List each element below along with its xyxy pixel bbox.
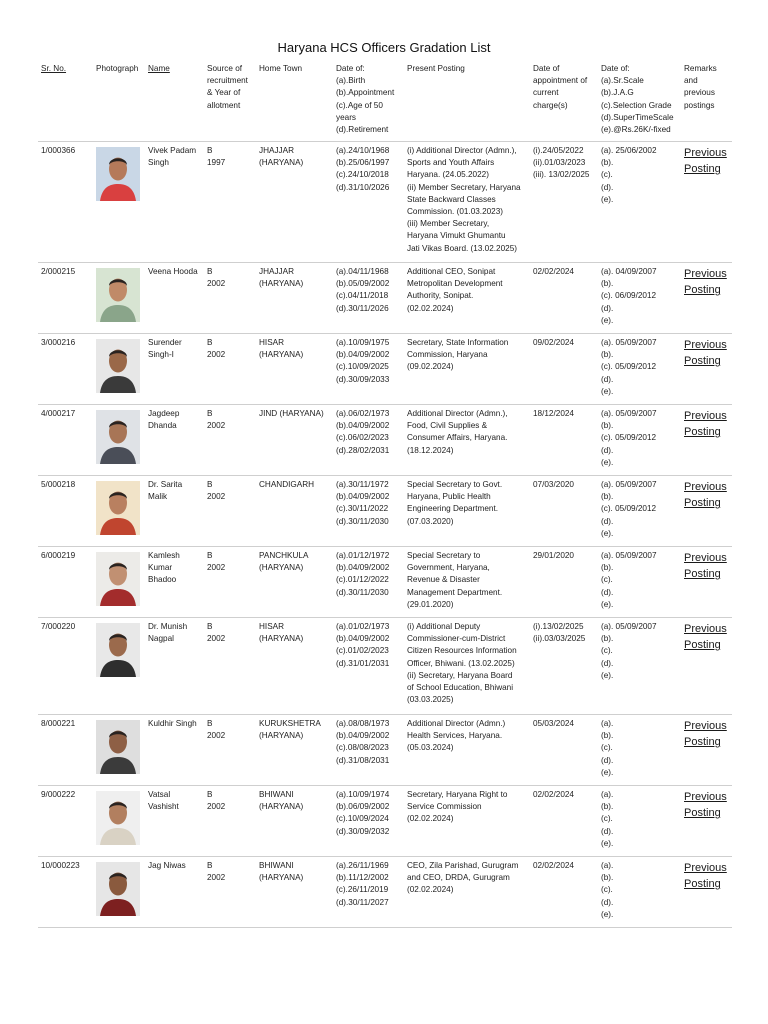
cell-sr-no: 9/000222 [38, 786, 93, 857]
page-title: Haryana HCS Officers Gradation List [277, 40, 491, 55]
cell-remarks [681, 618, 732, 715]
cell-dates: (a).10/09/1975 (b).04/09/2002 (c).10/09/2025 (d).30/09/2033 [333, 334, 404, 405]
cell-source: B 2002 [204, 334, 256, 405]
cell-present-posting: Additional CEO, Sonipat Metropolitan Development Authority, Sonipat. (02.02.2024) [404, 263, 530, 334]
header-present-posting: Present Posting [404, 60, 530, 142]
previous-posting-link[interactable] [684, 860, 729, 892]
officers-table [38, 60, 732, 928]
table-row [38, 786, 732, 857]
cell-home-town: JIND (HARYANA) [256, 405, 333, 476]
cell-scale-dates: (a). 05/09/2007 (b). (c). 05/09/2012 (d). (e). [598, 476, 681, 547]
cell-dates: (a).08/08/1973 (b).04/09/2002 (c).08/08/2023 (d).31/08/2031 [333, 715, 404, 786]
cell-current-charge: 02/02/2024 [530, 263, 598, 334]
cell-dates: (a).24/10/1968 (b).25/06/1997 (c).24/10/2018 (d).31/10/2026 [333, 142, 404, 263]
header-date-current-charge: Date of appointment of current charge(s) [530, 60, 598, 142]
cell-source: B 2002 [204, 618, 256, 715]
link-text-line: Posting [684, 497, 721, 509]
link-text-line: Previous [684, 268, 727, 280]
cell-name: Dr. Sarita Malik [145, 476, 204, 547]
cell-scale-dates: (a). (b). (c). (d). (e). [598, 786, 681, 857]
cell-present-posting: Additional Director (Admn.), Food, Civil Supplies & Consumer Affairs, Haryana. (18.12.2024) [404, 405, 530, 476]
officer-photo [96, 147, 140, 201]
cell-current-charge: 18/12/2024 [530, 405, 598, 476]
cell-photograph [93, 263, 145, 334]
cell-remarks [681, 142, 732, 263]
cell-remarks [681, 786, 732, 857]
cell-present-posting: CEO, Zila Parishad, Gurugram and CEO, DRDA, Gurugram (02.02.2024) [404, 857, 530, 928]
cell-photograph [93, 715, 145, 786]
previous-posting-link[interactable] [684, 789, 729, 821]
cell-scale-dates: (a). 05/09/2007 (b). (c). 05/09/2012 (d). (e). [598, 405, 681, 476]
cell-name: Surender Singh-I [145, 334, 204, 405]
header-home-town: Home Town [256, 60, 333, 142]
link-text-line: Posting [684, 355, 721, 367]
cell-home-town: JHAJJAR (HARYANA) [256, 142, 333, 263]
cell-sr-no: 8/000221 [38, 715, 93, 786]
cell-current-charge: 02/02/2024 [530, 786, 598, 857]
cell-source: B 2002 [204, 263, 256, 334]
link-text-line: Previous [684, 623, 727, 635]
cell-home-town: KURUKSHETRA (HARYANA) [256, 715, 333, 786]
link-text-line: Posting [684, 878, 721, 890]
officers-table-body [38, 142, 732, 928]
previous-posting-link[interactable] [684, 337, 729, 369]
cell-scale-dates: (a). 25/06/2002 (b). (c). (d). (e). [598, 142, 681, 263]
cell-sr-no: 1/000366 [38, 142, 93, 263]
officer-photo [96, 552, 140, 606]
header-row [38, 60, 732, 142]
cell-sr-no: 3/000216 [38, 334, 93, 405]
officer-photo [96, 339, 140, 393]
cell-present-posting: (i) Additional Director (Admn.), Sports and Youth Affairs Haryana. (24.05.2022) (ii) Member Secretary, Haryana State Backward Classes Commission. (01.03.2023) (iii) Member Secretary, Haryana Vimukt Ghumantu Jati Vikas Board. (13.02.2025) [404, 142, 530, 263]
officer-photo [96, 862, 140, 916]
cell-photograph [93, 405, 145, 476]
previous-posting-link[interactable] [684, 550, 729, 582]
cell-name: Vivek Padam Singh [145, 142, 204, 263]
cell-remarks [681, 405, 732, 476]
table-row [38, 618, 732, 715]
header-dates: Date of: (a).Birth (b).Appointment (c).Age of 50 years (d).Retirement [333, 60, 404, 142]
cell-home-town: BHIWANI (HARYANA) [256, 786, 333, 857]
header-name: Name [145, 60, 204, 142]
table-row [38, 547, 732, 618]
cell-remarks [681, 857, 732, 928]
cell-home-town: BHIWANI (HARYANA) [256, 857, 333, 928]
cell-name: Vatsal Vashisht [145, 786, 204, 857]
cell-name: Dr. Munish Nagpal [145, 618, 204, 715]
header-sr-no: Sr. No. [38, 60, 93, 142]
cell-present-posting: Secretary, State Information Commission, Haryana (09.02.2024) [404, 334, 530, 405]
table-row [38, 857, 732, 928]
cell-dates: (a).30/11/1972 (b).04/09/2002 (c).30/11/2022 (d).30/11/2030 [333, 476, 404, 547]
header-photograph: Photograph [93, 60, 145, 142]
cell-scale-dates: (a). 04/09/2007 (b). (c). 06/09/2012 (d). (e). [598, 263, 681, 334]
cell-home-town: CHANDIGARH [256, 476, 333, 547]
cell-remarks [681, 476, 732, 547]
table-row [38, 715, 732, 786]
cell-current-charge: 05/03/2024 [530, 715, 598, 786]
officer-photo [96, 720, 140, 774]
cell-sr-no: 10/000223 [38, 857, 93, 928]
table-row [38, 334, 732, 405]
link-text-line: Posting [684, 568, 721, 580]
previous-posting-link[interactable] [684, 718, 729, 750]
previous-posting-link[interactable] [684, 621, 729, 653]
cell-sr-no: 6/000219 [38, 547, 93, 618]
cell-current-charge: 29/01/2020 [530, 547, 598, 618]
cell-current-charge: 02/02/2024 [530, 857, 598, 928]
link-text-line: Posting [684, 163, 721, 175]
previous-posting-link[interactable] [684, 266, 729, 298]
cell-name: Jagdeep Dhanda [145, 405, 204, 476]
link-text-line: Posting [684, 639, 721, 651]
cell-name: Veena Hooda [145, 263, 204, 334]
link-text-line: Posting [684, 284, 721, 296]
previous-posting-link[interactable] [684, 479, 729, 511]
cell-dates: (a).06/02/1973 (b).04/09/2002 (c).06/02/2023 (d).28/02/2031 [333, 405, 404, 476]
cell-source: B 2002 [204, 405, 256, 476]
link-text-line: Previous [684, 410, 727, 422]
officer-photo [96, 623, 140, 677]
link-text-line: Posting [684, 736, 721, 748]
cell-present-posting: Additional Director (Admn.) Health Services, Haryana. (05.03.2024) [404, 715, 530, 786]
cell-source: B 1997 [204, 142, 256, 263]
cell-present-posting: Secretary, Haryana Right to Service Commission (02.02.2024) [404, 786, 530, 857]
cell-current-charge: (i).13/02/2025 (ii).03/03/2025 [530, 618, 598, 715]
cell-present-posting: (i) Additional Deputy Commissioner-cum-District Citizen Resources Information Officer, Bhiwani. (13.02.2025) (ii) Secretary, Haryana Board of School Education, Bhiwani (03.03.2025) [404, 618, 530, 715]
link-text-line: Previous [684, 339, 727, 351]
cell-dates: (a).10/09/1974 (b).06/09/2002 (c).10/09/2024 (d).30/09/2032 [333, 786, 404, 857]
cell-sr-no: 5/000218 [38, 476, 93, 547]
cell-remarks [681, 547, 732, 618]
cell-name: Jag Niwas [145, 857, 204, 928]
cell-present-posting: Special Secretary to Government, Haryana, Revenue & Disaster Management Department. (29.01.2020) [404, 547, 530, 618]
header-scale-dates: Date of: (a).Sr.Scale (b).J.A.G (c).Selection Grade (d).SuperTimeScale (e).@Rs.26K/-fixed [598, 60, 681, 142]
table-row [38, 263, 732, 334]
header-remarks: Remarks and previous postings [681, 60, 732, 142]
cell-remarks [681, 263, 732, 334]
officer-photo [96, 410, 140, 464]
table-row [38, 142, 732, 263]
cell-scale-dates: (a). (b). (c). (d). (e). [598, 715, 681, 786]
cell-home-town: PANCHKULA (HARYANA) [256, 547, 333, 618]
link-text-line: Previous [684, 791, 727, 803]
cell-remarks [681, 715, 732, 786]
previous-posting-link[interactable] [684, 408, 729, 440]
cell-remarks [681, 334, 732, 405]
officer-photo [96, 481, 140, 535]
cell-scale-dates: (a). 05/09/2007 (b). (c). 05/09/2012 (d). (e). [598, 334, 681, 405]
link-text-line: Previous [684, 552, 727, 564]
cell-current-charge: 09/02/2024 [530, 334, 598, 405]
officer-photo [96, 791, 140, 845]
cell-source: B 2002 [204, 786, 256, 857]
link-text-line: Posting [684, 426, 721, 438]
cell-photograph [93, 547, 145, 618]
cell-source: B 2002 [204, 715, 256, 786]
cell-home-town: JHAJJAR (HARYANA) [256, 263, 333, 334]
previous-posting-link[interactable] [684, 145, 729, 177]
cell-name: Kuldhir Singh [145, 715, 204, 786]
cell-home-town: HISAR (HARYANA) [256, 618, 333, 715]
cell-source: B 2002 [204, 476, 256, 547]
cell-present-posting: Special Secretary to Govt. Haryana, Public Health Engineering Department. (07.03.2020) [404, 476, 530, 547]
cell-photograph [93, 142, 145, 263]
link-text-line: Previous [684, 862, 727, 874]
cell-name: Kamlesh Kumar Bhadoo [145, 547, 204, 618]
cell-current-charge: 07/03/2020 [530, 476, 598, 547]
cell-dates: (a).26/11/1969 (b).11/12/2002 (c).26/11/2019 (d).30/11/2027 [333, 857, 404, 928]
cell-dates: (a).01/12/1972 (b).04/09/2002 (c).01/12/2022 (d).30/11/2030 [333, 547, 404, 618]
link-text-line: Previous [684, 147, 727, 159]
cell-sr-no: 7/000220 [38, 618, 93, 715]
table-row [38, 405, 732, 476]
cell-photograph [93, 786, 145, 857]
cell-scale-dates: (a). 05/09/2007 (b). (c). (d). (e). [598, 618, 681, 715]
officer-photo [96, 268, 140, 322]
cell-dates: (a).01/02/1973 (b).04/09/2002 (c).01/02/2023 (d).31/01/2031 [333, 618, 404, 715]
cell-home-town: HISAR (HARYANA) [256, 334, 333, 405]
cell-scale-dates: (a). (b). (c). (d). (e). [598, 857, 681, 928]
cell-source: B 2002 [204, 857, 256, 928]
header-source: Source of recruitment & Year of allotment [204, 60, 256, 142]
table-row [38, 476, 732, 547]
link-text-line: Previous [684, 481, 727, 493]
link-text-line: Previous [684, 720, 727, 732]
cell-sr-no: 2/000215 [38, 263, 93, 334]
cell-photograph [93, 857, 145, 928]
cell-dates: (a).04/11/1968 (b).05/09/2002 (c).04/11/2018 (d).30/11/2026 [333, 263, 404, 334]
cell-photograph [93, 618, 145, 715]
cell-source: B 2002 [204, 547, 256, 618]
cell-sr-no: 4/000217 [38, 405, 93, 476]
link-text-line: Posting [684, 807, 721, 819]
cell-current-charge: (i).24/05/2022 (ii).01/03/2023 (iii). 13/02/2025 [530, 142, 598, 263]
cell-photograph [93, 476, 145, 547]
cell-scale-dates: (a). 05/09/2007 (b). (c). (d). (e). [598, 547, 681, 618]
cell-photograph [93, 334, 145, 405]
